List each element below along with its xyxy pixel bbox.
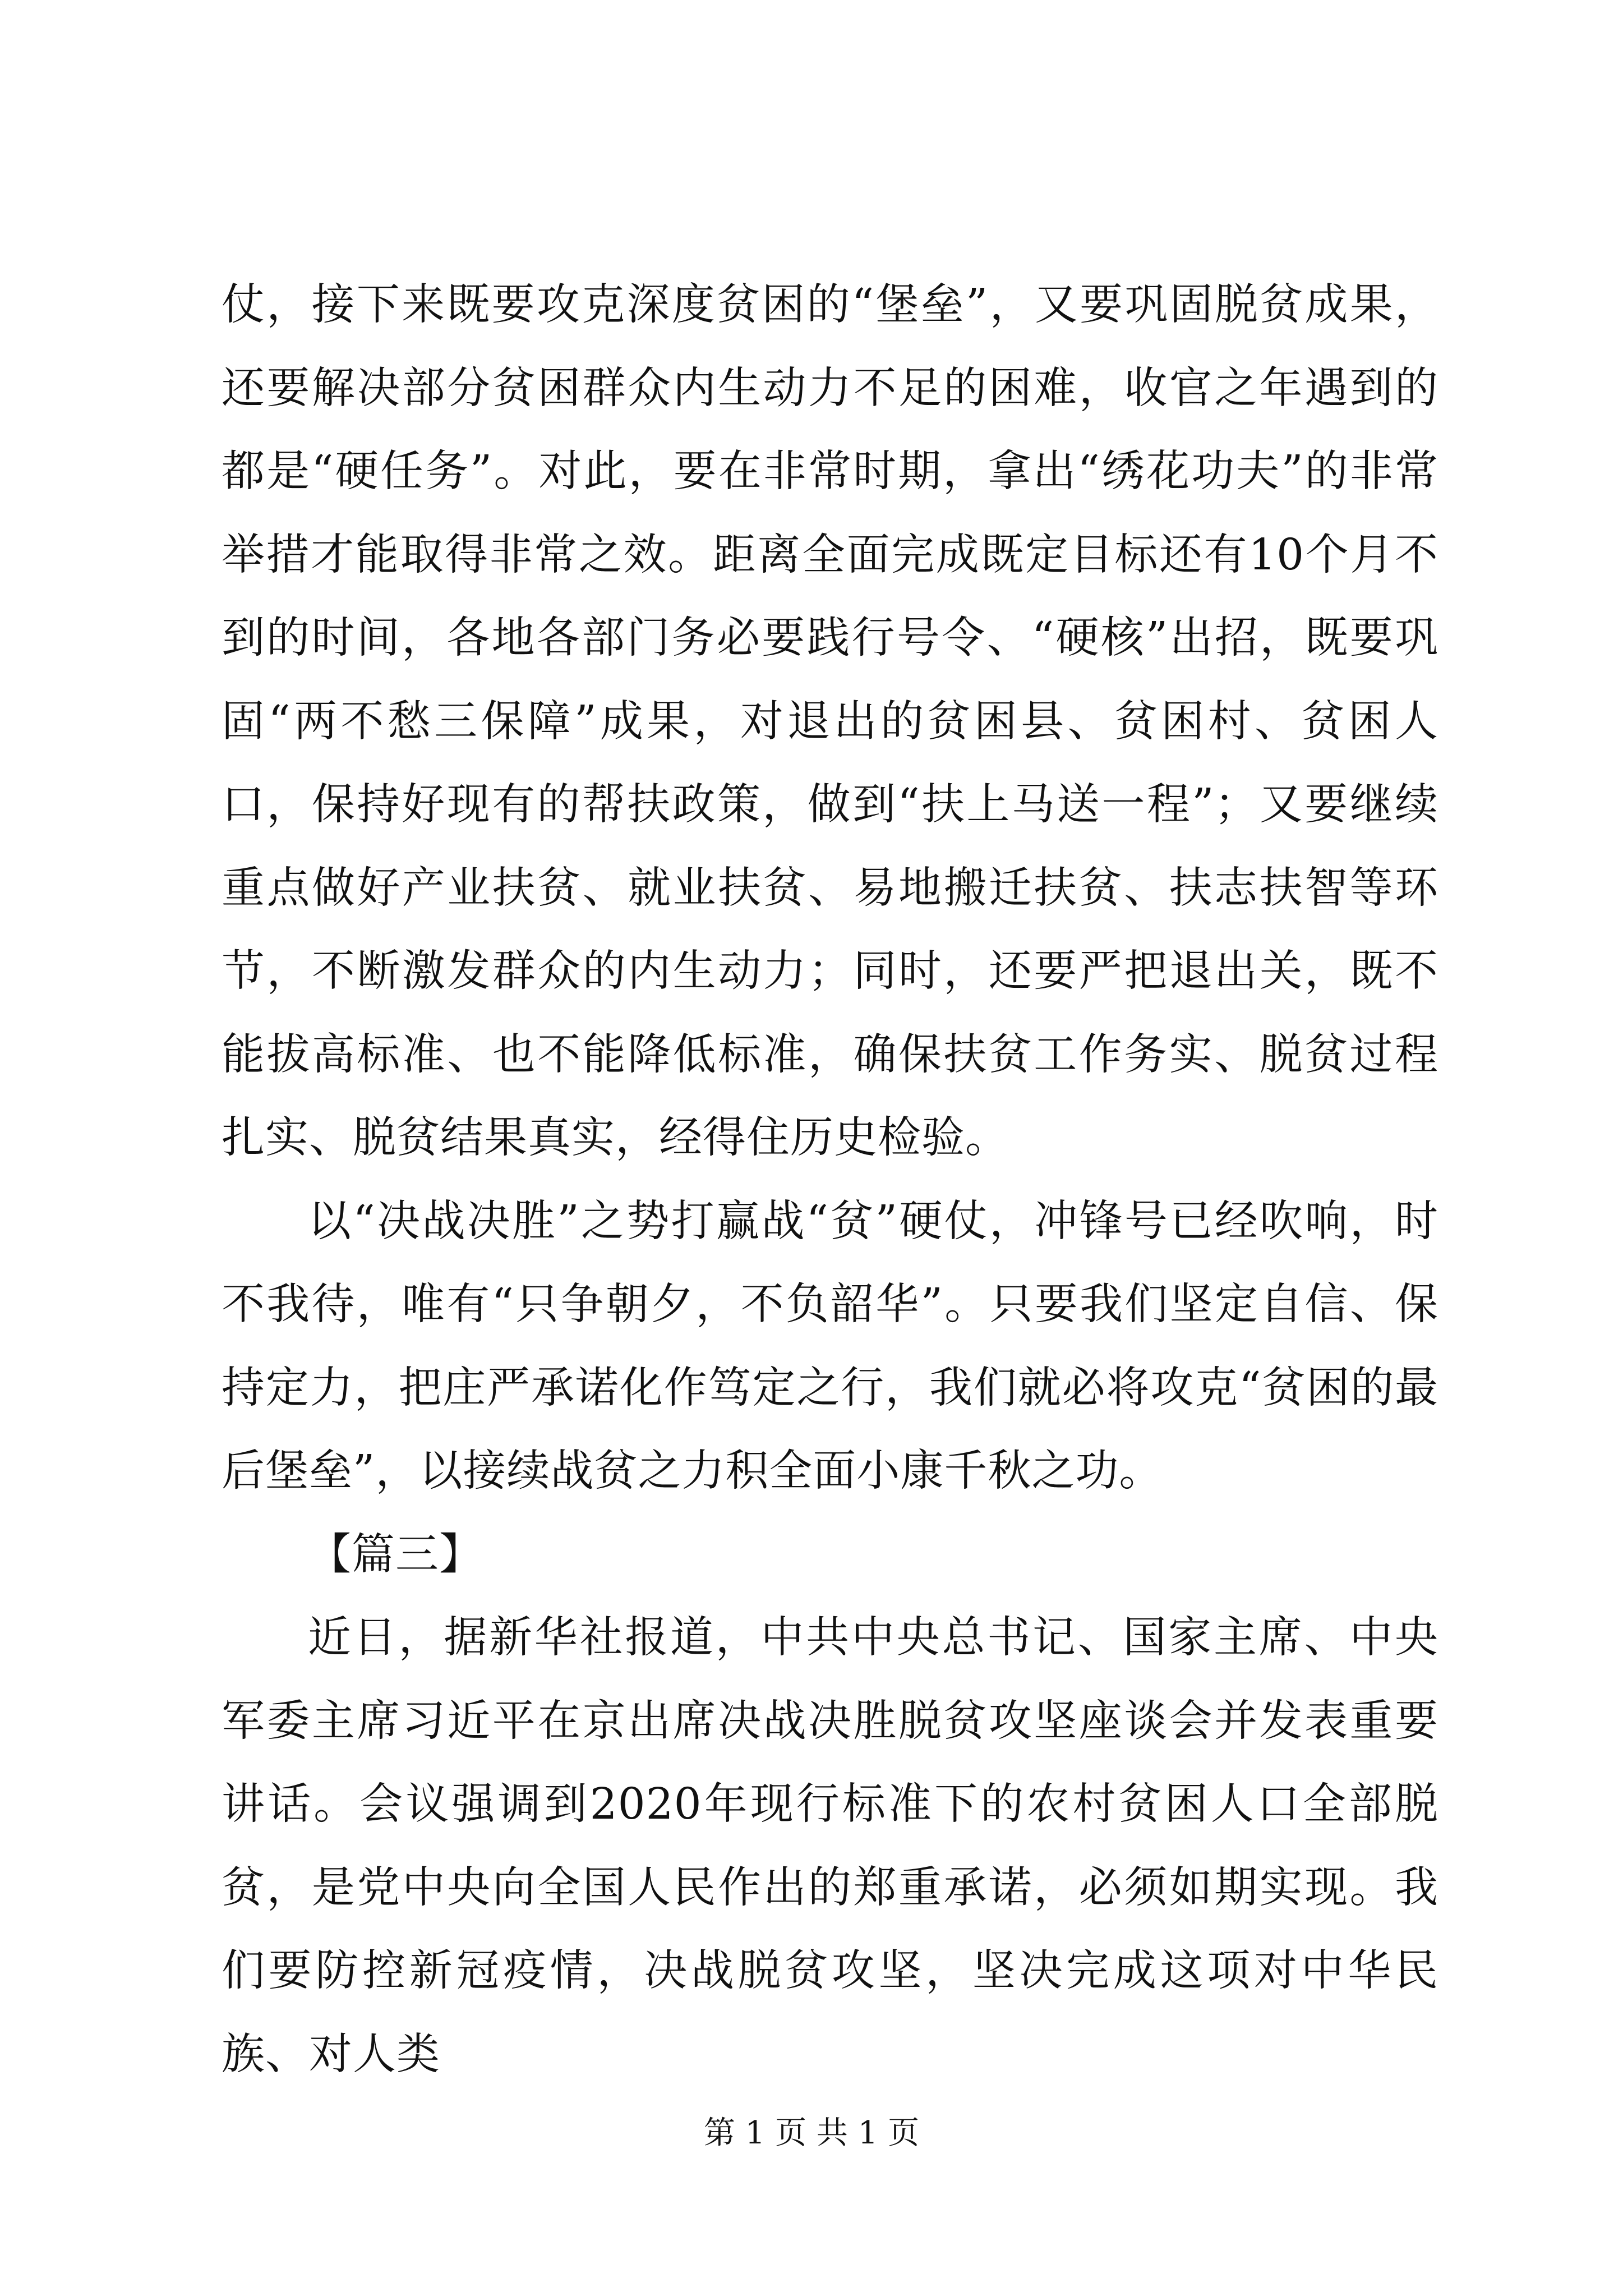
section-heading: 【篇三】 xyxy=(308,1529,483,1580)
document-body xyxy=(222,264,1438,2096)
page-footer: 第 1 页 共 1 页 xyxy=(703,2115,920,2151)
paragraph-section-three: 近日，据新华社报道，中共中央总书记、国家主席、中央军委主席习近平在京出席决战决胜脱贫攻坚座谈会并发表重要讲话。会议强调到2020年现行标准下的农村贫困人口全部脱贫，是党中央向全国人民作出的郑重承诺，必须如期实现。我们要防控新冠疫情，决战脱贫攻坚，坚决完成这项对中华民族、对人类 xyxy=(222,1613,1438,2079)
paragraph-continuation: 仗，接下来既要攻克深度贫困的“堡垒”，又要巩固脱贫成果，还要解决部分贫困群众内生动力不足的困难，收官之年遇到的都是“硬任务”。对此，要在非常时期，拿出“绣花功夫”的非常举措才能取得非常之效。距离全面完成既定目标还有10个月不到的时间，各地各部门务必要践行号令、“硬核”出招，既要巩固“两不愁三保障”成果，对退出的贫困县、贫困村、贫困人口，保持好现有的帮扶政策，做到“扶上马送一程”；又要继续重点做好产业扶贫、就业扶贫、易地搬迁扶贫、扶志扶智等环节，不断激发群众的内生动力；同时，还要严把退出关，既不能拔高标准、也不能降低标准，确保扶贫工作务实、脱贫过程扎实、脱贫结果真实，经得住历史检验。 xyxy=(222,280,1438,1163)
paragraph-conclusion: 以“决战决胜”之势打赢战“贫”硬仗，冲锋号已经吹响，时不我待，唯有“只争朝夕，不负韶华”。只要我们坚定自信、保持定力，把庄严承诺化作笃定之行，我们就必将攻克“贫困的最后堡垒”，以接续战贫之力积全面小康千秋之功。 xyxy=(222,1196,1438,1496)
